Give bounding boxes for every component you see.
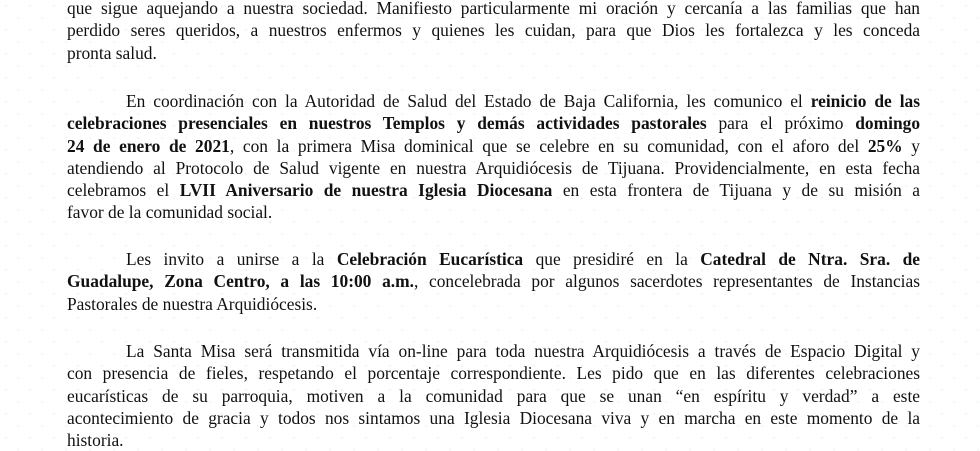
bold-text-segment: Guadalupe, Zona Centro, a las 10:00 a.m. <box>67 271 414 292</box>
text-segment: que presidiré en la <box>523 249 701 269</box>
text-segment: que sigue aquejando a nuestra sociedad. Manifiesto particularmente mi oración y cercanía a las familias que han <box>67 0 920 18</box>
text-segment: En coordinación con la Autoridad de Salud del Estado de Baja California, les comunico el <box>126 91 811 111</box>
bold-text-segment: Celebración Eucarística <box>336 249 524 269</box>
paragraph-prayer <box>67 0 920 64</box>
text-line <box>67 429 920 451</box>
text-segment: historia. <box>67 430 124 451</box>
text-segment: pronta salud. <box>67 42 157 63</box>
bold-text-segment: 25% <box>867 135 903 156</box>
text-segment: acontecimiento de gracia y todos nos sintamos una Iglesia Diocesana viva y en marcha en este momento de la <box>67 407 920 428</box>
text-segment: para el próximo <box>706 113 856 134</box>
paragraph-reopening-announcement <box>67 90 920 224</box>
text-line <box>67 42 920 64</box>
bold-text-segment: LVII Aniversario de nuestra Iglesia Diocesana <box>179 180 553 201</box>
text-line <box>67 407 920 429</box>
paragraph-online-broadcast <box>67 340 920 451</box>
text-line <box>67 340 920 362</box>
text-segment: eucarísticas de su parroquia, motiven a la comunidad para que se unan “en espíritu y verdad” a este <box>67 385 920 406</box>
text-line <box>67 270 920 292</box>
text-line <box>67 19 920 41</box>
text-line <box>67 112 920 134</box>
text-segment: atendiendo al Protocolo de Salud vigente en nuestra Arquidiócesis de Tijuana. Providencialmente, en esta fecha <box>67 157 920 178</box>
text-segment: perdido seres queridos, a nuestros enfermos y quienes les cuidan, para que Dios les fortalezca y les conceda <box>67 20 920 41</box>
text-segment: , con la primera Misa dominical que se celebre en su comunidad, con el aforo del <box>229 135 868 156</box>
text-segment: La Santa Misa será transmitida vía on-line para toda nuestra Arquidiócesis a través de Espacio Digital y <box>126 341 920 361</box>
text-segment: Les invito a unirse a la <box>126 249 337 269</box>
text-line <box>67 135 920 157</box>
text-line <box>67 179 920 201</box>
text-segment: y <box>902 135 920 156</box>
bold-text-segment: reinicio de las <box>810 91 921 111</box>
text-line <box>67 201 920 223</box>
text-line <box>67 362 920 384</box>
bold-text-segment: 24 de enero de 2021 <box>67 135 230 156</box>
bold-text-segment: Catedral de Ntra. Sra. de <box>700 249 920 269</box>
text-segment: con presencia de fieles, respetando el porcentaje correspondiente. Les pido que en las diferentes celebraciones <box>67 363 920 384</box>
text-line <box>67 293 920 315</box>
text-line <box>67 157 920 179</box>
bold-text-segment: celebraciones presenciales en nuestros Templos y demás actividades pastorales <box>67 113 707 134</box>
text-segment: Pastorales de nuestra Arquidiócesis. <box>67 293 318 314</box>
text-line <box>67 248 920 270</box>
text-segment: favor de la comunidad social. <box>67 202 273 223</box>
text-segment: , concelebrada por algunos sacerdotes representantes de Instancias <box>413 271 920 292</box>
text-line <box>67 90 920 112</box>
paragraph-eucharist-invitation <box>67 248 920 315</box>
text-segment: en esta frontera de Tijuana y de su misión a <box>552 180 920 201</box>
bold-text-segment: domingo <box>855 113 921 134</box>
text-line <box>67 0 920 19</box>
text-line <box>67 385 920 407</box>
text-segment: celebramos el <box>67 180 180 201</box>
